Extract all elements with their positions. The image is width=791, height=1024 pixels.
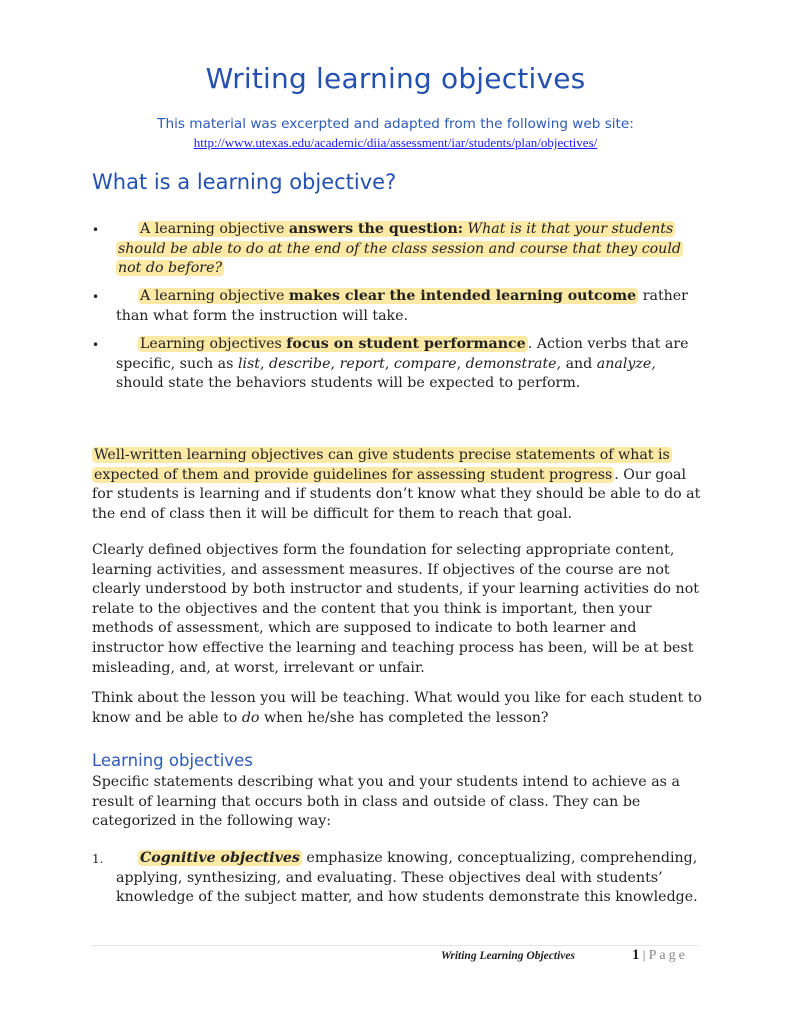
paragraph-specific-statements: Specific statements describing what you and your students intend to achieve as a result of learning that occurs both in class and outside of class. They can be categorized in the following way: xyxy=(92,774,680,830)
term-cognitive-objectives: Cognitive objectives xyxy=(140,850,300,866)
bullet-icon: • xyxy=(92,338,100,352)
section-heading-learning-objectives: Learning objectives xyxy=(92,751,253,770)
text: A learning objective xyxy=(140,288,289,304)
bullet-item xyxy=(92,335,702,394)
highlighted-text xyxy=(138,850,302,866)
text: when he/she has completed the lesson? xyxy=(259,709,549,726)
verb: describe xyxy=(269,355,331,372)
italic-text: do xyxy=(241,709,260,726)
highlighted-text: Well-written learning objectives can give students precise statements of what is expected of them and provide guidelines for assessing student progress xyxy=(94,447,670,483)
bold-text: makes clear the intended learning outcome xyxy=(288,288,637,304)
text: Think about the lesson you will be teaching. What would you like for each student to know and be able to xyxy=(92,690,702,726)
highlighted-text xyxy=(116,221,683,276)
footer-page-number xyxy=(632,947,688,964)
paragraph-well-written xyxy=(92,446,704,524)
verb: analyze, xyxy=(596,355,656,372)
verb: compare xyxy=(393,355,457,372)
numbered-item xyxy=(92,849,704,908)
text: . Action verbs that are specific, such as xyxy=(116,336,689,372)
bullet-icon: • xyxy=(92,223,100,237)
section-heading-what-is: What is a learning objective? xyxy=(92,170,397,194)
text: emphasize knowing, conceptualizing, comprehending, applying, synthesizing, and evaluating. These objectives deal with students’ knowledge of the subject matter, and how students demonstrate this knowledge. xyxy=(116,850,698,906)
page-label: Page xyxy=(648,948,688,963)
italic-question: What is it that your students should be able to do at the end of the class session and course that they could not do before? xyxy=(118,221,681,277)
list-number: 1. xyxy=(92,852,104,866)
bullet-icon: • xyxy=(92,290,100,304)
document-title: Writing learning objectives xyxy=(205,62,586,95)
paragraph-clearly-defined: Clearly defined objectives form the foundation for selecting appropriate content, learning activities, and assessment measures. If objectives of the course are not clearly understood by both instructor and students, if your learning activities do not relate to the objectives and the content that you think is important, then your methods of assessment, which are supposed to indicate to both learner and instructor how effective the learning and teaching process has been, will be at best misleading, and, at worst, irrelevant or unfair. xyxy=(92,542,699,676)
source-link[interactable]: http://www.utexas.edu/academic/diia/assessment/iar/students/plan/objectives/ xyxy=(193,135,598,150)
bullet-item xyxy=(92,287,702,326)
page-number: 1 xyxy=(632,947,640,963)
highlighted-text xyxy=(138,336,528,352)
text: , xyxy=(260,355,270,372)
bullet-item xyxy=(92,220,702,279)
source-note: This material was excerpted and adapted from the following web site: xyxy=(157,116,634,132)
footer-title: Writing Learning Objectives xyxy=(441,950,575,962)
text: should state the behaviors students will be expected to perform. xyxy=(116,375,581,392)
text: , xyxy=(330,355,340,372)
text: rather than what form the instruction will take. xyxy=(116,288,688,324)
highlighted-text xyxy=(138,288,638,304)
verb: demonstrate, xyxy=(465,355,562,372)
footer-divider xyxy=(92,945,699,946)
bold-text: answers the question: xyxy=(288,221,464,237)
bold-text: focus on student performance xyxy=(286,336,526,352)
text: and xyxy=(561,355,597,372)
verb: list xyxy=(237,355,260,372)
text: , xyxy=(384,355,394,372)
text: . Our goal for students is learning and if students don’t know what they should be able to do at the end of class then it will be difficult for them to reach that goal. xyxy=(92,466,701,522)
paragraph-think-about xyxy=(92,689,704,728)
text: , xyxy=(456,355,466,372)
page-separator: | xyxy=(639,947,649,962)
verb: report xyxy=(339,355,385,372)
text: A learning objective xyxy=(140,221,289,237)
text: Learning objectives xyxy=(140,336,287,352)
